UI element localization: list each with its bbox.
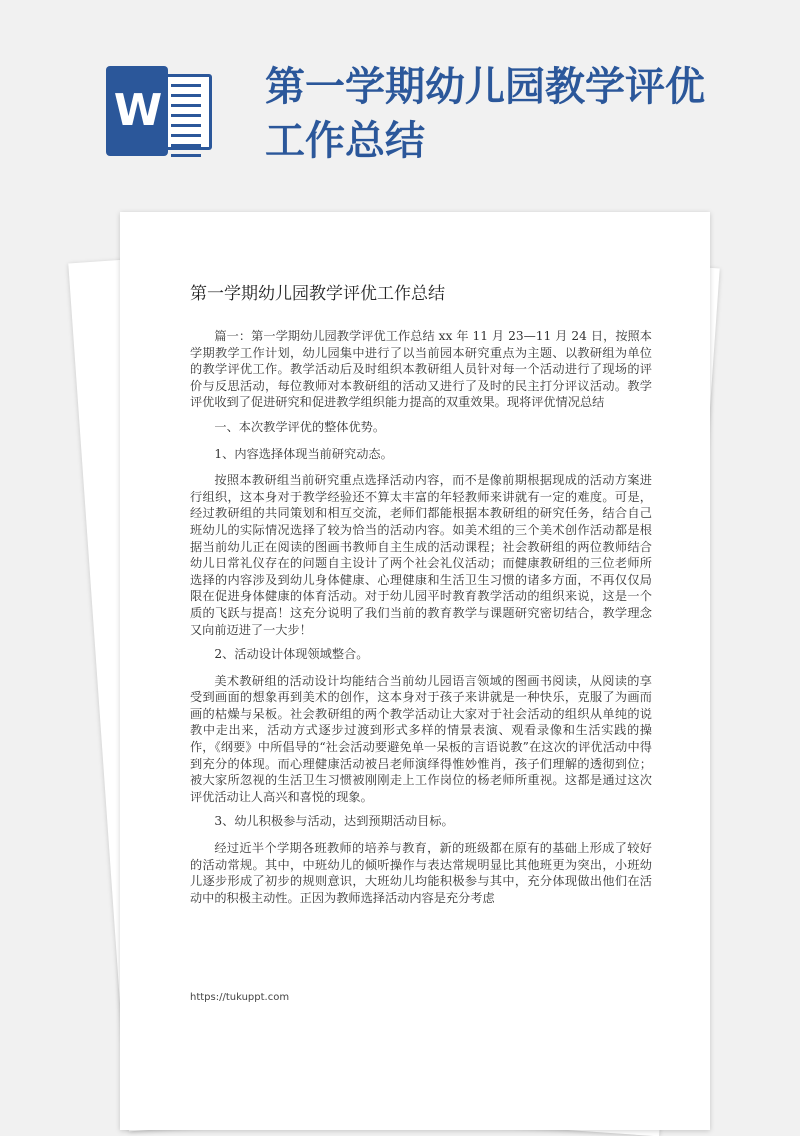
word-letter-badge: W (106, 66, 168, 156)
subsection-2-body: 美术教研组的活动设计均能结合当前幼儿园语言领域的图画书阅读，从阅读的享受到画面的想象再到美术的创作，这本身对于孩子来讲就是一种快乐，克服了为画而画的枯燥与呆板。社会教研组的两个教学活动让大家对于社会活动的组织从单纯的说教中走出来，活动方式逐步过渡到形式多样的情景表演、观看录像和生活实践的操作，《纲要》中所倡导的“社会活动要避免单一呆板的言语说教”在这次的评优活动中得到充分的体现。而心理健康活动被吕老师演绎得惟妙惟肖，孩子们理解的透彻到位；被大家所忽视的生活卫生习惯被刚刚走上工作岗位的杨老师所重视。这都是通过这次评优活动让人高兴和喜悦的现象。 (190, 673, 652, 804)
subsection-3-body: 经过近半个学期各班教师的培养与教育，新的班级都在原有的基础上形成了较好的活动常规。其中，中班幼儿的倾听操作与表达常规明显比其他班更为突出，小班幼儿逐步形成了初步的规则意识，大班幼儿均能积极参与其中，充分体现做出他们在活动中的积极主动性。正因为教师选择活动内容是充分考虑 (190, 841, 652, 905)
intro-paragraph: 篇一：第一学期幼儿园教学评优工作总结 xx 年 11 月 23—11 月 24 日，按照本学期教学工作计划，幼儿园集中进行了以当前园本研究重点为主题、以教研组为单位的教学评优工作。教学活动后及时组织本教研组人员针对每一个活动进行了现场的评价与反思活动，每位教师对本教研组的活动又进行了及时的民主打分评议活动。教学评优收到了促进研究和促进教学组织能力提高的双重效果。现将评优情况总结 (190, 329, 652, 410)
section-heading: 一、本次教学评优的整体优势。 (214, 419, 386, 434)
footer-url: https://tukuppt.com (190, 992, 290, 1003)
page-heading: 第一学期幼儿园教学评优工作总结 (190, 284, 445, 304)
subsection-1-title: 1、内容选择体现当前研究动态。 (214, 446, 393, 461)
page-content (190, 282, 652, 914)
subsection-1-body: 按照本教研组当前研究重点选择活动内容，而不是像前期根据现成的活动方案进行组织，这本身对于教学经验还不算太丰富的年轻教师来讲就有一定的难度。可是，经过教研组的共同策划和相互交流，老师们都能根据本教研组的研究任务，结合自己班幼儿的实际情况选择了较为恰当的活动内容。如美术组的三个美术创作活动都是根据当前幼儿正在阅读的图画书教师自主生成的活动课程；社会教研组的两位教师结合幼儿日常礼仪存在的问题自主设计了两个社会礼仪活动；而健康教研组的三位老师所选择的内容涉及到幼儿身体健康、心理健康和生活卫生习惯的诸多方面，不再仅仅局限在促进身体健康的体育活动。对于幼儿园平时教育教学活动的组织来说，这是一个质的飞跃与提高！这充分说明了我们当前的教育教学与课题研究密切结合，教学理念又向前迈进了一大步！ (190, 473, 652, 637)
subsection-3-title: 3、幼儿积极参与活动，达到预期活动目标。 (214, 814, 454, 829)
subsection-2-title: 2、活动设计体现领域整合。 (214, 647, 369, 662)
document-title: 第一学期幼儿园教学评优工作总结 (265, 64, 705, 164)
word-document-icon (106, 66, 214, 156)
paper-sheet-front (120, 212, 710, 1130)
